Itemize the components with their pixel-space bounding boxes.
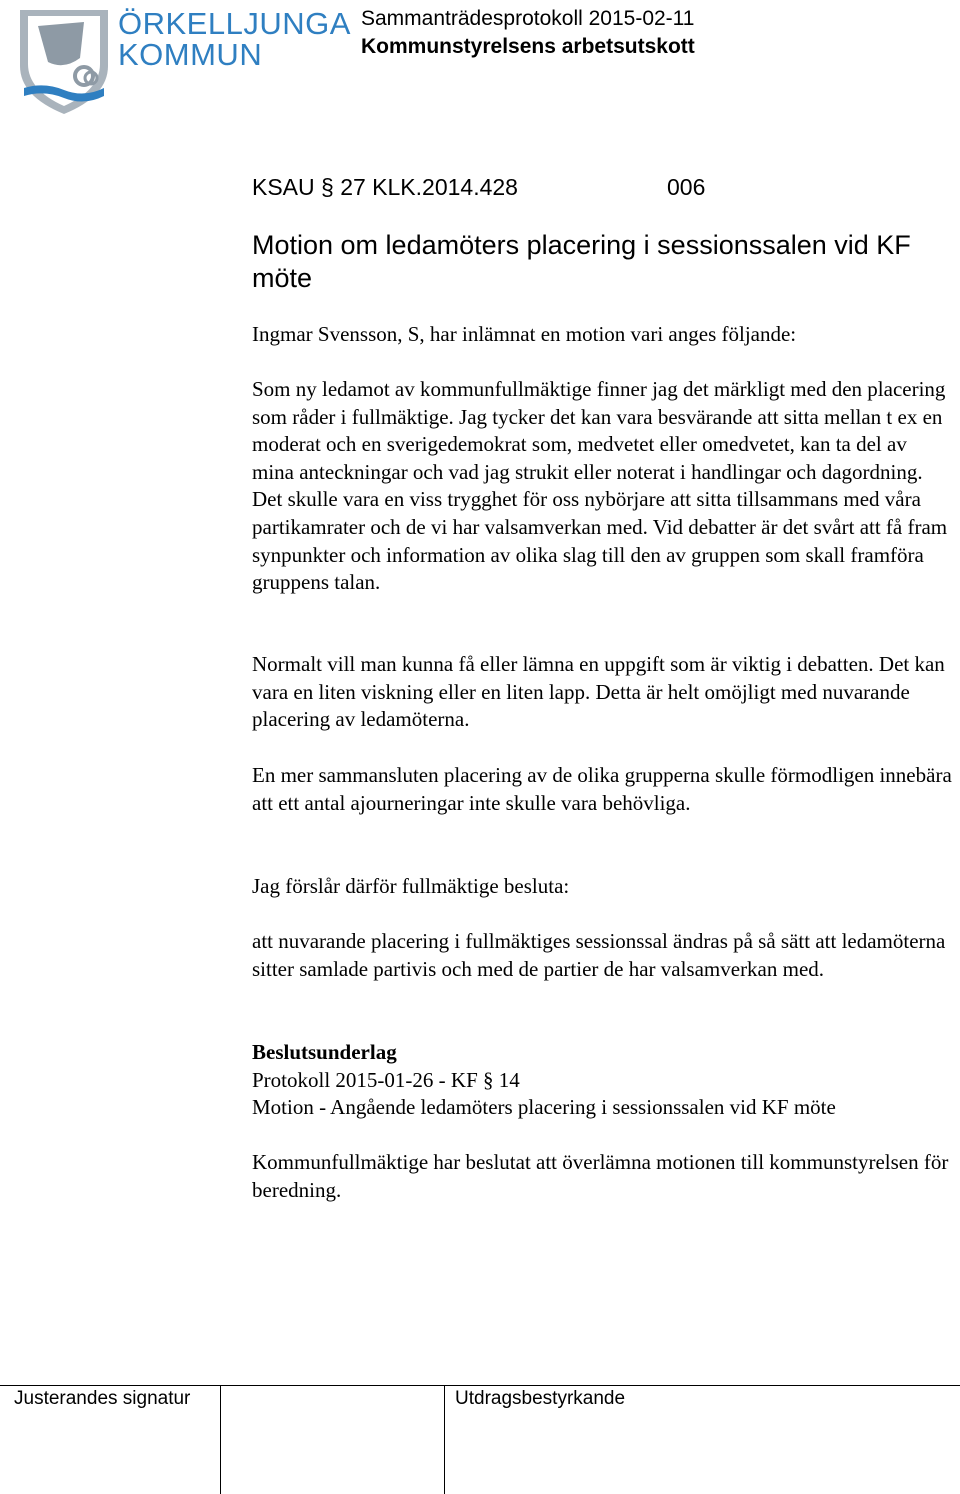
basis-heading: Beslutsunderlag	[252, 1040, 397, 1064]
header-subtitle: Kommunstyrelsens arbetsutskott	[361, 35, 695, 58]
basis-item: Protokoll 2015-01-26 - KF § 14	[252, 1067, 520, 1092]
case-ref: KSAU § 27 KLK.2014.428	[252, 174, 518, 200]
paragraph-proposal: att nuvarande placering i fullmäktiges sessionssal ändras på så sätt att ledamöterna sitter samlade partivis och med de partier de har valsamverkan med.	[252, 929, 946, 981]
footer-column-divider	[444, 1385, 445, 1494]
page-title: Motion om ledamöters placering i sessionssalen vid KF möte	[252, 230, 911, 293]
paragraph-motion-2: Normalt vill man kunna få eller lämna en uppgift som är viktig i debatten. Det kan vara en liten viskning eller en liten lapp. Detta är helt omöjligt med nuvarande placering av ledamöterna.	[252, 652, 945, 732]
paragraph-motion-1: Som ny ledamot av kommunfullmäktige finner jag det märkligt med den placering som råder i fullmäktige. Jag tycker det kan vara besvärande att sitta mellan t ex en moderat och en sverigedemokrat som, medvetet eller omedvetet, kan ta del av mina anteckningar och vad jag strukit eller noterat i handlingar och dagordning. Det skulle vara en viss trygghet för oss nybörjare att sitta tillsammans med våra partikamrater och de vi har valsamverkan med. Vid debatter är det svårt att få fram synpunkter och information av olika slag till den av gruppen som skall framföra gruppens talan.	[252, 377, 948, 595]
orkelljunga-logo-icon	[14, 4, 114, 116]
footer-column-divider	[220, 1385, 221, 1494]
footer-divider	[0, 1385, 960, 1386]
paragraph-intro: Ingmar Svensson, S, har inlämnat en motion vari anges följande:	[252, 322, 797, 346]
extract-label: Utdragsbestyrkande	[455, 1388, 626, 1409]
logo-line-2: KOMMUN	[118, 37, 263, 72]
basis-section	[252, 1039, 952, 1122]
case-number: 006	[667, 174, 706, 200]
document-header	[361, 5, 695, 61]
paragraph-motion-3: En mer sammansluten placering av de olika grupperna skulle förmodligen innebära att ett antal ajourneringar inte skulle vara behövliga.	[252, 763, 952, 815]
paragraph-decision: Kommunfullmäktige har beslutat att överlämna motionen till kommunstyrelsen för beredning.	[252, 1150, 949, 1202]
logo-wordmark	[118, 8, 351, 70]
case-reference	[252, 172, 706, 202]
signature-label: Justerandes signatur	[14, 1388, 191, 1409]
header-title: Sammanträdesprotokoll 2015-02-11	[361, 7, 695, 30]
paragraph-proposal-intro: Jag förslår därför fullmäktige besluta:	[252, 874, 570, 898]
basis-item: Motion - Angående ledamöters placering i sessionssalen vid KF möte	[252, 1095, 836, 1120]
logo-line-1: ÖRKELLJUNGA	[118, 6, 351, 41]
